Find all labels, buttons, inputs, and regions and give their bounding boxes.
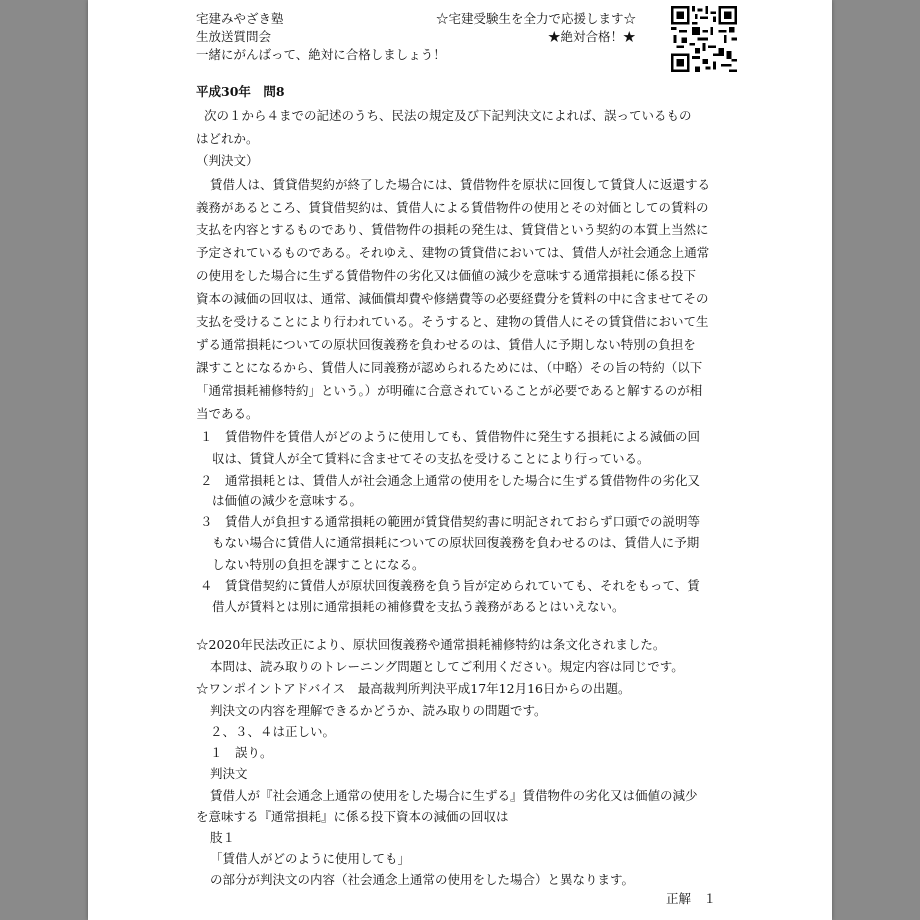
ruling-line: 当である。 bbox=[196, 406, 259, 421]
note-line: ☆ワンポイントアドバイス 最高裁判所判決平成17年12月16日からの出題。 bbox=[196, 681, 631, 696]
event-name: 生放送質問会 bbox=[196, 29, 272, 44]
choice-1-line: 収は、賃貸人が全て賃料に含ませてその支払を受けることにより行っている。 bbox=[212, 451, 650, 466]
question-stem-line: はどれか。 bbox=[196, 131, 259, 146]
choice-2-line: ２ 通常損耗とは、賃借人が社会通念上通常の使用をした場合に生ずる賃借物件の劣化又 bbox=[200, 473, 701, 488]
choice-3-line: しない特別の負担を課すことになる。 bbox=[212, 557, 425, 572]
note-line: 判決文 bbox=[210, 766, 248, 781]
note-line: を意味する『通常損耗』に係る投下資本の減価の回収は bbox=[196, 809, 509, 824]
choice-4-line: ４ 賃貸借契約に賃借人が原状回復義務を負う旨が定められていても、それをもって、賃 bbox=[200, 578, 700, 593]
note-line: 賃借人が『社会通念上通常の使用をした場合に生ずる』賃借物件の劣化又は価値の減少 bbox=[210, 788, 698, 803]
note-line: 判決文の内容を理解できるかどうか、読み取りの問題です。 bbox=[210, 703, 547, 718]
school-name: 宅建みやざき塾 bbox=[196, 11, 284, 26]
motto: 一緒にがんばって、絶対に合格しましょう！ bbox=[196, 47, 446, 62]
choice-3-line: ３ 賃借人が負担する通常損耗の範囲が賃貸借契約書に明記されておらず口頭での説明等 bbox=[200, 514, 701, 529]
ruling-line: 賃借人は、賃貸借契約が終了した場合には、賃借物件を原状に回復して賃貸人に返還する bbox=[210, 177, 711, 192]
note-line: ２、３、４は正しい。 bbox=[210, 724, 336, 739]
choice-1-line: １ 賃借物件を賃借人がどのように使用しても、賃借物件に発生する損耗による減価の回 bbox=[200, 429, 701, 444]
qr-code-icon bbox=[671, 6, 737, 72]
ruling-line: ずる通常損耗についての原状回復義務を負わせるのは、賃借人に予期しない特別の負担を bbox=[196, 337, 696, 352]
choice-2-line: は価値の減少を意味する。 bbox=[212, 493, 363, 508]
ruling-line: 支払を内容とするものであり、賃借物件の損耗の発生は、賃貸借という契約の本質上当然に bbox=[196, 222, 709, 237]
ruling-line: 課すことになるから、賃借人に同義務が認められるためには、（中略）その旨の特約（以下 bbox=[196, 360, 703, 375]
answer: 正解 １ bbox=[666, 891, 717, 906]
slogan-2: ★絶対合格！★ bbox=[548, 29, 636, 44]
ruling-line: の使用をした場合に生ずる賃借物件の劣化又は価値の減少を意味する通常損耗に係る投下 bbox=[196, 268, 697, 283]
ruling-line: 「通常損耗補修特約」という。）が明確に合意されていることが必要であると解するのが相 bbox=[196, 383, 703, 398]
note-line: ☆2020年民法改正により、原状回復義務や通常損耗補修特約は条文化されました。 bbox=[196, 637, 666, 652]
choice-4-line: 借人が賃料とは別に通常損耗の補修費を支払う義務があるとはいえない。 bbox=[212, 599, 625, 614]
question-title: 平成30年 問8 bbox=[196, 84, 285, 99]
document-page bbox=[88, 0, 832, 920]
ruling-line: 予定されているものである。それゆえ、建物の賃貸借においては、賃借人が社会通念上通常 bbox=[196, 245, 710, 260]
note-line: １ 誤り。 bbox=[210, 745, 273, 760]
slogan: ☆宅建受験生を全力で応援します☆ bbox=[436, 11, 637, 26]
choice-3-line: もない場合に賃借人に通常損耗についての原状回復義務を負わせるのは、賃借人に予期 bbox=[212, 535, 700, 550]
note-line: 肢１ bbox=[210, 830, 236, 845]
ruling-line: 義務があるところ、賃貸借契約は、賃借人による賃借物件の使用とその対価としての賃料の bbox=[196, 200, 709, 215]
ruling-line: 支払を受けることにより行われている。そうすると、建物の賃借人にその賃貸借において生 bbox=[196, 314, 709, 329]
note-line: の部分が判決文の内容（社会通念上通常の使用をした場合）と異なります。 bbox=[210, 872, 635, 887]
question-stem-line: 次の１から４までの記述のうち、民法の規定及び下記判決文によれば、誤っているもの bbox=[204, 108, 692, 123]
note-line: 「賃借人がどのように使用しても」 bbox=[210, 851, 411, 866]
note-line: 本問は、読み取りのトレーニング問題としてご利用ください。規定内容は同じです。 bbox=[210, 659, 684, 674]
ruling-label: （判決文） bbox=[196, 153, 259, 168]
ruling-line: 資本の減価の回収は、通常、減価償却費や修繕費等の必要経費分を賃料の中に含ませてその bbox=[196, 291, 709, 306]
